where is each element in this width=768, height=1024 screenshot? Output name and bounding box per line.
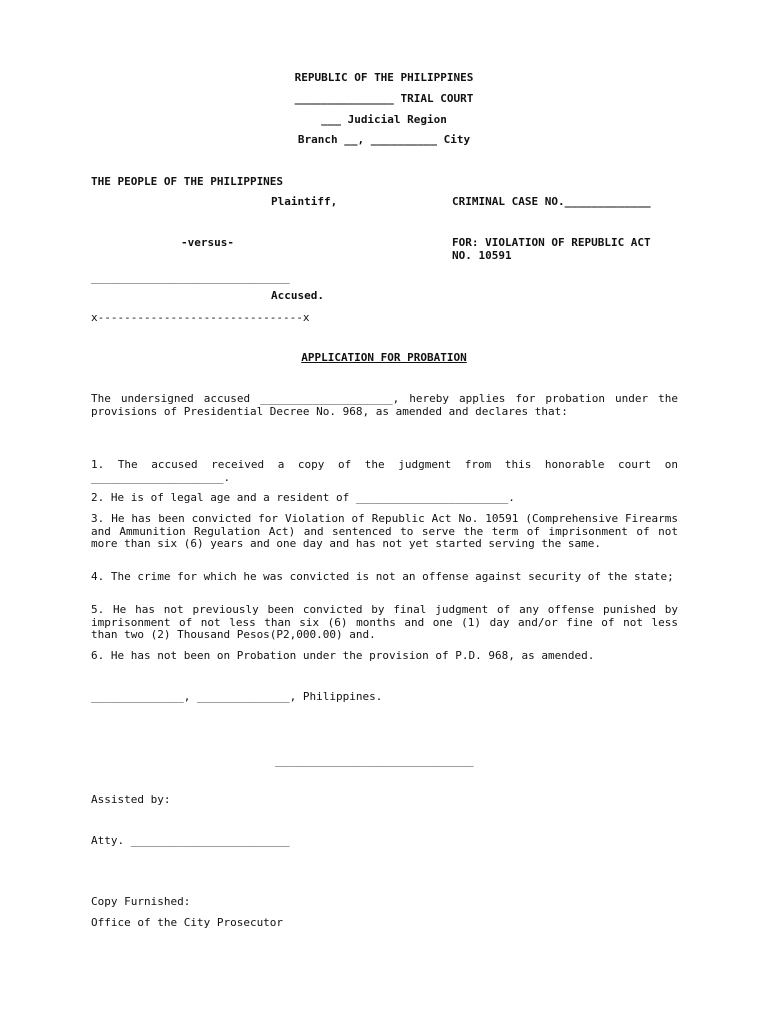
criminal-case-no: CRIMINAL CASE NO._____________ — [452, 195, 651, 208]
item-5: 5. He has not previously been convicted by final judgment of any offense punished by imprisonment of not less than six (6) months and one (1) day and/or fine of not less than two (2) Thousand Pesos(P2,000.00) and. — [91, 603, 678, 641]
attorney-line: Atty. ________________________ — [91, 834, 290, 847]
accused-name-blank: ______________________________ — [91, 271, 290, 284]
plaintiff-label: Plaintiff, — [271, 195, 338, 208]
copy-furnished-label: Copy Furnished: — [91, 895, 191, 908]
copy-recipient: Office of the City Prosecutor — [91, 916, 284, 929]
header-republic: REPUBLIC OF THE PHILIPPINES — [294, 71, 474, 84]
violation-line-2: NO. 10591 — [452, 249, 512, 262]
accused-label: Accused. — [271, 289, 324, 302]
item-4: 4. The crime for which he was convicted is not an offense against security of the state; — [91, 570, 674, 583]
document-title: APPLICATION FOR PROBATION — [301, 351, 467, 364]
plaintiff-name: THE PEOPLE OF THE PHILIPPINES — [91, 175, 284, 188]
assisted-by-label: Assisted by: — [91, 793, 171, 806]
violation-line-1: FOR: VIOLATION OF REPUBLIC ACT — [452, 236, 651, 249]
item-3: 3. He has been convicted for Violation of Republic Act No. 10591 (Comprehensive Firearms and Ammunition Regulation Act) and sentenced to serve the term of imprisonment of not more than six (6) years and one day and has not yet started serving the same. — [91, 512, 678, 550]
header-judicial-region: ___ Judicial Region — [321, 113, 447, 126]
versus-label: -versus- — [181, 236, 234, 249]
caption-separator: x-------------------------------x — [91, 311, 310, 324]
item-6: 6. He has not been on Probation under the provision of P.D. 968, as amended. — [91, 649, 595, 662]
signature-line: ______________________________ — [275, 754, 474, 767]
place-date-line: ______________, ______________, Philippines. — [91, 690, 383, 703]
intro-paragraph: The undersigned accused ____________________, hereby applies for probation under the provisions of Presidential Decree No. 968, as amended and declares that: — [91, 392, 678, 418]
header-trial-court: _______________ TRIAL COURT — [294, 92, 474, 105]
item-1: 1. The accused received a copy of the judgment from this honorable court on ____________________. — [91, 458, 678, 484]
item-2: 2. He is of legal age and a resident of _______________________. — [91, 491, 515, 504]
header-branch-city: Branch __, __________ City — [297, 133, 471, 146]
